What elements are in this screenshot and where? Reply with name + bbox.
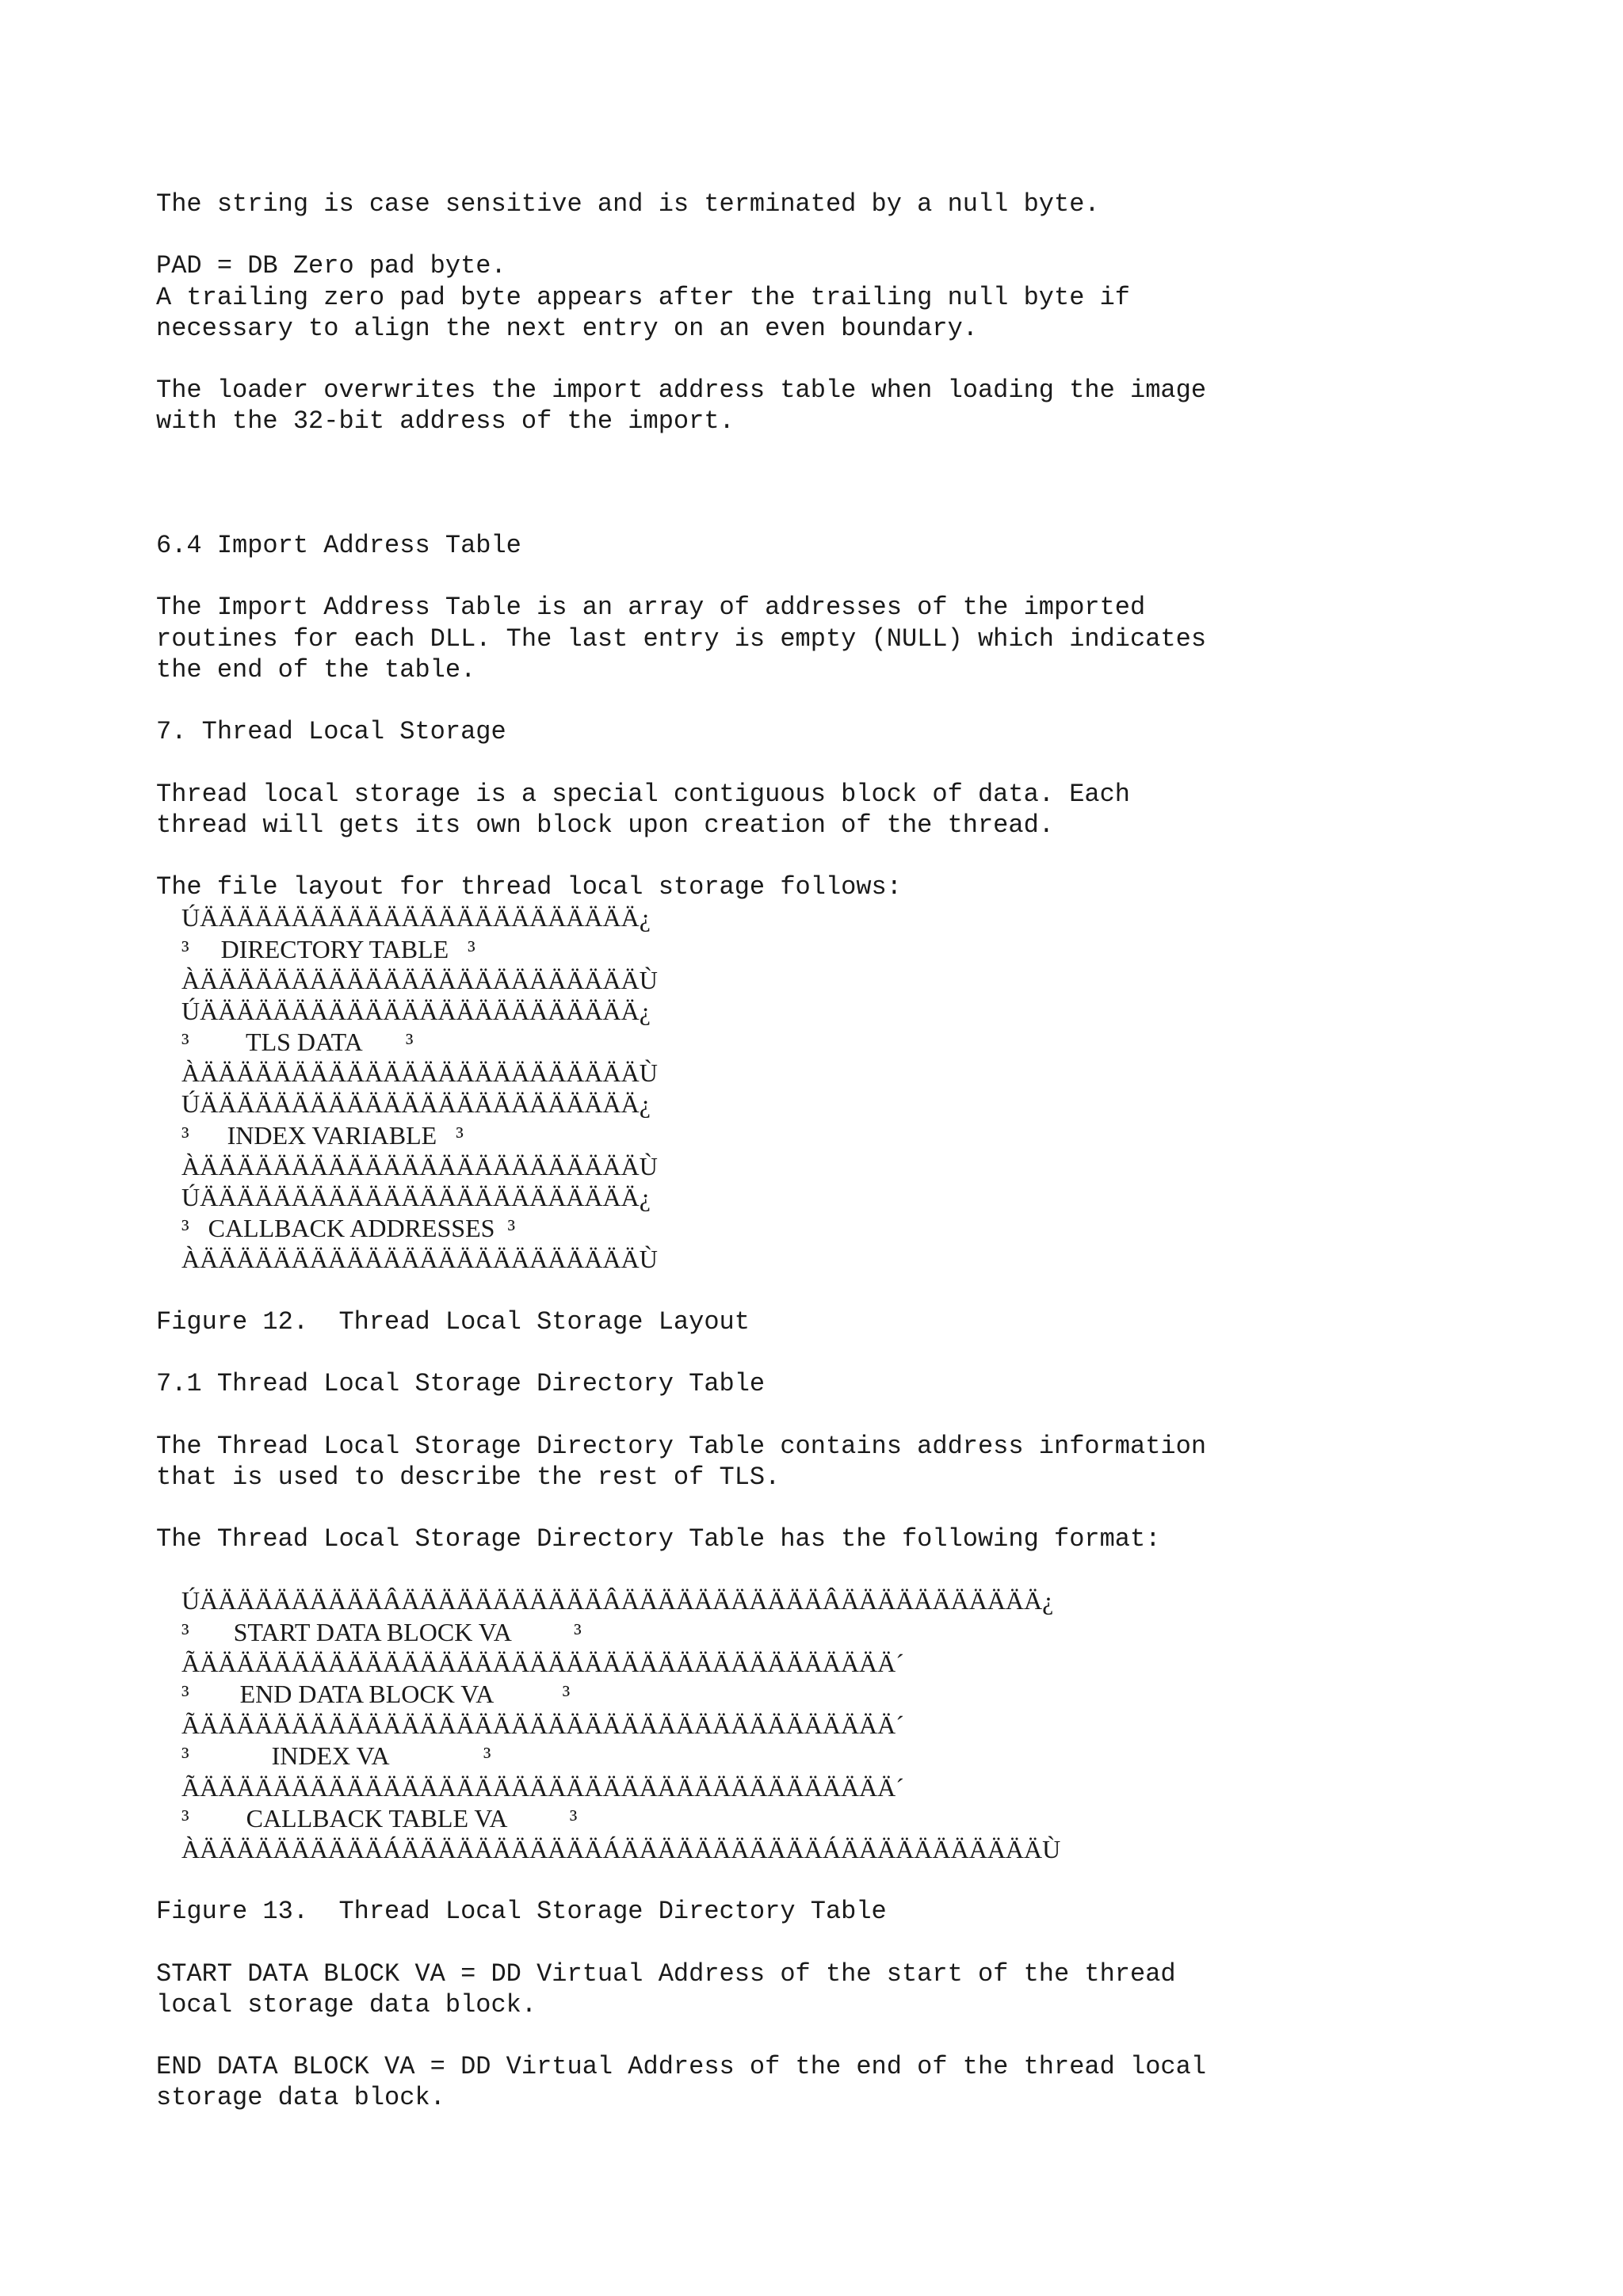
text-line: PAD = DB Zero pad byte. bbox=[156, 251, 506, 281]
blank-line bbox=[156, 685, 1583, 716]
text-line: The Thread Local Storage Directory Table has the following format: bbox=[156, 1524, 1161, 1554]
text-line: Thread local storage is a special contiguous block of data. Each bbox=[156, 779, 1130, 809]
text-line: The string is case sensitive and is terminated by a null byte. bbox=[156, 189, 1100, 219]
ascii-diagram-line: ³ CALLBACK TABLE VA ³ bbox=[156, 1803, 578, 1833]
ascii-diagram-line: ÀÄÄÄÄÄÄÄÄÄÄÄÄÄÄÄÄÄÄÄÄÄÄÄÄÙ bbox=[156, 1245, 658, 1274]
text-line: storage data block. bbox=[156, 2083, 445, 2113]
section-heading: 6.4 Import Address Table bbox=[156, 531, 521, 561]
ascii-diagram-line: ÀÄÄÄÄÄÄÄÄÄÄÁÄÄÄÄÄÄÄÄÄÄÄÁÄÄÄÄÄÄÄÄÄÄÄÁÄÄÄÄÄÄÄÄÄÄÄÙ bbox=[156, 1834, 1061, 1863]
blank-line bbox=[156, 499, 1583, 530]
ascii-diagram-line: ÚÄÄÄÄÄÄÄÄÄÄÄÄÄÄÄÄÄÄÄÄÄÄÄÄ¿ bbox=[156, 996, 651, 1025]
ascii-diagram-line: ÃÄÄÄÄÄÄÄÄÄÄÄÄÄÄÄÄÄÄÄÄÄÄÄÄÄÄÄÄÄÄÄÄÄÄÄÄÄÄ´ bbox=[156, 1648, 904, 1677]
blank-line bbox=[156, 1493, 1583, 1524]
ascii-diagram-line: ÃÄÄÄÄÄÄÄÄÄÄÄÄÄÄÄÄÄÄÄÄÄÄÄÄÄÄÄÄÄÄÄÄÄÄÄÄÄÄ´ bbox=[156, 1772, 904, 1802]
text-line: The Thread Local Storage Directory Table contains address information bbox=[156, 1431, 1207, 1461]
blank-line bbox=[156, 561, 1583, 592]
ascii-diagram-line: ÚÄÄÄÄÄÄÄÄÄÄÄÄÄÄÄÄÄÄÄÄÄÄÄÄ¿ bbox=[156, 1183, 651, 1211]
blank-line bbox=[156, 841, 1583, 871]
blank-line bbox=[156, 1865, 1583, 1896]
ascii-diagram-line: ³ DIRECTORY TABLE ³ bbox=[156, 934, 475, 963]
blank-line bbox=[156, 747, 1583, 778]
blank-line bbox=[156, 344, 1583, 375]
section-heading: 7.1 Thread Local Storage Directory Table bbox=[156, 1369, 766, 1399]
text-line: thread will gets its own block upon creation of the thread. bbox=[156, 810, 1054, 840]
blank-line bbox=[156, 468, 1583, 499]
figure-caption: Figure 13. Thread Local Storage Directory Table bbox=[156, 1897, 887, 1927]
ascii-diagram-line: ÚÄÄÄÄÄÄÄÄÄÄÄÄÄÄÄÄÄÄÄÄÄÄÄÄ¿ bbox=[156, 1089, 651, 1119]
ascii-diagram-line: ÃÄÄÄÄÄÄÄÄÄÄÄÄÄÄÄÄÄÄÄÄÄÄÄÄÄÄÄÄÄÄÄÄÄÄÄÄÄÄ´ bbox=[156, 1711, 904, 1740]
text-line: START DATA BLOCK VA = DD Virtual Address of the start of the thread bbox=[156, 1958, 1176, 1989]
ascii-diagram-line: ÀÄÄÄÄÄÄÄÄÄÄÄÄÄÄÄÄÄÄÄÄÄÄÄÄÙ bbox=[156, 965, 658, 994]
text-line: that is used to describe the rest of TLS. bbox=[156, 1462, 781, 1492]
ascii-diagram-line: ÚÄÄÄÄÄÄÄÄÄÄÄÄÄÄÄÄÄÄÄÄÄÄÄÄ¿ bbox=[156, 903, 651, 933]
text-line: The file layout for thread local storage follows: bbox=[156, 872, 902, 902]
ascii-diagram-line: ³ TLS DATA ³ bbox=[156, 1028, 414, 1057]
figure-caption: Figure 12. Thread Local Storage Layout bbox=[156, 1306, 750, 1337]
ascii-diagram-line: ³ END DATA BLOCK VA ³ bbox=[156, 1680, 571, 1708]
blank-line bbox=[156, 2020, 1583, 2051]
text-line: END DATA BLOCK VA = DD Virtual Address of the end of the thread local bbox=[156, 2052, 1207, 2082]
text-line: necessary to align the next entry on an even boundary. bbox=[156, 313, 978, 343]
ascii-diagram-line: ³ START DATA BLOCK VA ³ bbox=[156, 1617, 582, 1646]
text-line: The loader overwrites the import address table when loading the image bbox=[156, 376, 1207, 406]
text-line: The Import Address Table is an array of addresses of the imported bbox=[156, 593, 1146, 623]
section-heading: 7. Thread Local Storage bbox=[156, 717, 506, 747]
text-line: local storage data block. bbox=[156, 1989, 537, 2019]
text-line: A trailing zero pad byte appears after the trailing null byte if bbox=[156, 282, 1130, 312]
blank-line bbox=[156, 1276, 1583, 1306]
blank-line bbox=[156, 437, 1583, 468]
text-line: with the 32-bit address of the import. bbox=[156, 406, 735, 437]
text-line: the end of the table. bbox=[156, 654, 476, 685]
text-line: routines for each DLL. The last entry is empty (NULL) which indicates bbox=[156, 624, 1207, 654]
ascii-diagram-line: ³ INDEX VA ³ bbox=[156, 1741, 491, 1771]
blank-line bbox=[156, 1554, 1583, 1585]
ascii-diagram-line: ÀÄÄÄÄÄÄÄÄÄÄÄÄÄÄÄÄÄÄÄÄÄÄÄÄÙ bbox=[156, 1151, 658, 1180]
blank-line bbox=[156, 1399, 1583, 1430]
ascii-diagram-line: ³ INDEX VARIABLE ³ bbox=[156, 1120, 464, 1150]
document-page bbox=[156, 189, 1583, 2114]
ascii-diagram-line: ÀÄÄÄÄÄÄÄÄÄÄÄÄÄÄÄÄÄÄÄÄÄÄÄÄÙ bbox=[156, 1058, 658, 1088]
blank-line bbox=[156, 1337, 1583, 1368]
ascii-diagram-line: ÚÄÄÄÄÄÄÄÄÄÄÂÄÄÄÄÄÄÄÄÄÄÄÂÄÄÄÄÄÄÄÄÄÄÄÂÄÄÄÄÄÄÄÄÄÄÄ¿ bbox=[156, 1586, 1054, 1615]
blank-line bbox=[156, 219, 1583, 250]
ascii-diagram-line: ³ CALLBACK ADDRESSES ³ bbox=[156, 1214, 516, 1243]
blank-line bbox=[156, 1928, 1583, 1958]
